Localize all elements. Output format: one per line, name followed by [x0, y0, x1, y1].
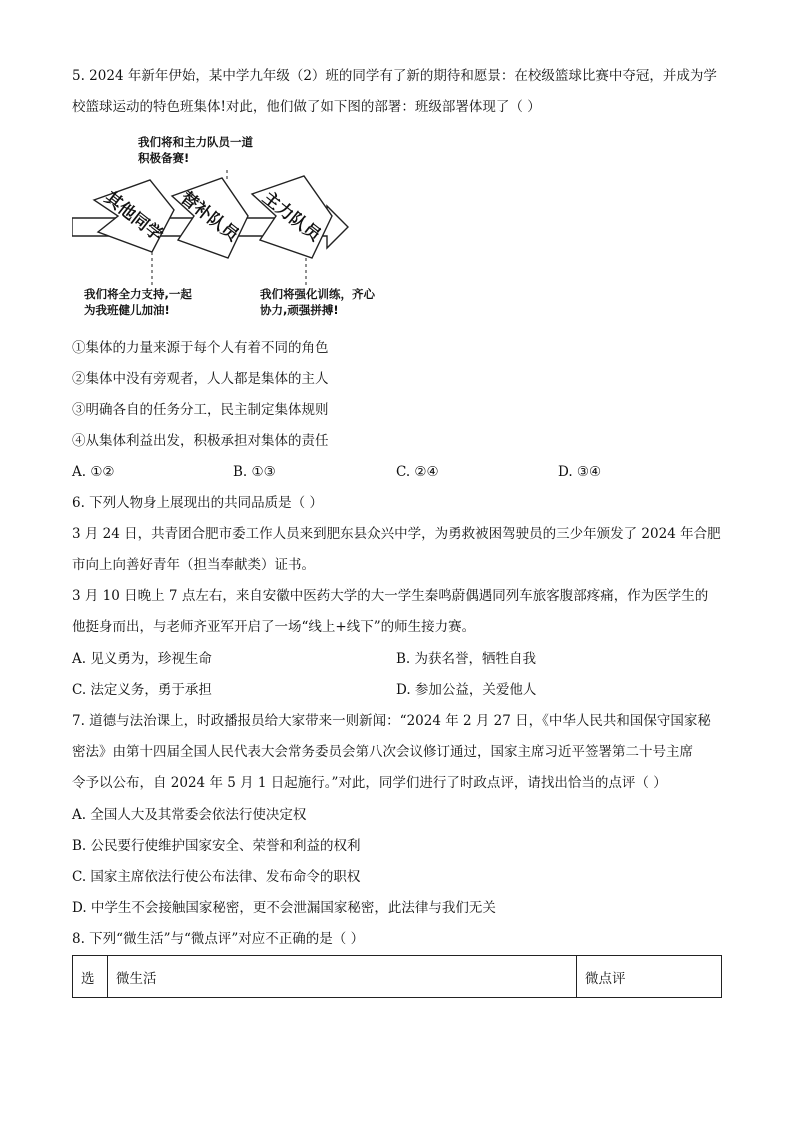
q8-table	[72, 955, 722, 998]
q5-statement-1: ①集体的力量来源于每个人有着不同的角色	[72, 340, 329, 356]
table-header-micro-comment: 微点评	[577, 956, 722, 998]
q6-option-a[interactable]: A. 见义勇为，珍视生命	[72, 651, 212, 667]
arrow-label-main-players: 主力队员	[258, 187, 325, 246]
q7-option-a[interactable]: A. 全国人大及其常委会依法行使决定权	[72, 807, 307, 823]
q5-statement-3: ③明确各自的任务分工，民主制定集体规则	[72, 402, 329, 418]
q6-stem: 6. 下列人物身上展现出的共同品质是（ ）	[72, 495, 323, 511]
q6-passage1-line1: 3 月 24 日，共青团合肥市委工作人员来到肥东县众兴中学，为勇救被困驾驶员的三少年颁发了 2024 年合肥	[72, 526, 721, 542]
q6-passage2-line2: 他挺身而出，与老师齐亚军开启了一场“线上+线下”的师生接力赛。	[72, 619, 476, 635]
q5-option-a[interactable]: A. ①②	[72, 464, 115, 480]
q5-stem-line1: 5. 2024 年新年伊始，某中学九年级（2）班的同学有了新的期待和愿景：在校级篮球比赛中夺冠，并成为学	[72, 68, 717, 84]
q6-option-b[interactable]: B. 为获名誉，牺牲自我	[396, 651, 537, 667]
bottom-left-note-line2: 为我班健儿加油!	[84, 303, 170, 317]
top-note-line2: 积极备赛!	[138, 151, 190, 165]
q6-option-c[interactable]: C. 法定义务，勇于承担	[72, 682, 212, 698]
bottom-right-note-line1: 我们将强化训练，齐心	[260, 287, 375, 301]
team-deployment-diagram	[72, 130, 402, 325]
bottom-left-note-line1: 我们将全力支持,一起	[84, 287, 192, 301]
table-header-row	[73, 956, 722, 998]
q6-option-d[interactable]: D. 参加公益，关爱他人	[396, 682, 537, 698]
q7-stem-line3: 令予以公布，自 2024 年 5 月 1 日起施行。”对此，同学们进行了时政点评，请找出恰当的点评（ ）	[72, 775, 667, 791]
q5-option-b[interactable]: B. ①③	[233, 464, 276, 480]
q7-option-b[interactable]: B. 公民要行使维护国家安全、荣誉和利益的权利	[72, 838, 361, 854]
q7-stem-line1: 7. 道德与法治课上，时政播报员给大家带来一则新闻：“2024 年 2 月 27 日，《中华人民共和国保守国家秘	[72, 713, 711, 729]
q8-stem: 8. 下列“微生活”与“微点评”对应不正确的是（ ）	[72, 931, 365, 947]
bottom-right-note-line2: 协力,顽强拼搏!	[260, 303, 339, 317]
arrow-label-other-students: 其他同学	[100, 187, 167, 246]
arrow-label-substitutes: 替补队员	[176, 187, 243, 246]
q7-option-d[interactable]: D. 中学生不会接触国家秘密，更不会泄漏国家秘密，此法律与我们无关	[72, 900, 496, 916]
q6-passage2-line1: 3 月 10 日晚上 7 点左右，来自安徽中医药大学的大一学生秦鸣蔚偶遇同列车旅客腹部疼痛，作为医学生的	[72, 588, 709, 604]
q6-passage1-line2: 市向上向善好青年（担当奉献类）证书。	[72, 557, 315, 573]
q7-option-c[interactable]: C. 国家主席依法行使公布法律、发布命令的职权	[72, 869, 361, 885]
q5-statement-2: ②集体中没有旁观者，人人都是集体的主人	[72, 371, 329, 387]
q5-option-c[interactable]: C. ②④	[396, 464, 439, 480]
table-header-micro-life: 微生活	[108, 956, 577, 998]
q5-stem-line2: 校篮球运动的特色班集体!对此，他们做了如下图的部署：班级部署体现了（ ）	[72, 99, 541, 115]
q7-stem-line2: 密法》由第十四届全国人民代表大会常务委员会第八次会议修订通过，国家主席习近平签署第二十号主席	[72, 744, 693, 760]
table-header-option: 选	[73, 956, 108, 998]
q5-statement-4: ④从集体利益出发，积极承担对集体的责任	[72, 433, 329, 449]
top-note-line1: 我们将和主力队员一道	[138, 135, 253, 149]
q5-option-d[interactable]: D. ③④	[558, 464, 602, 480]
